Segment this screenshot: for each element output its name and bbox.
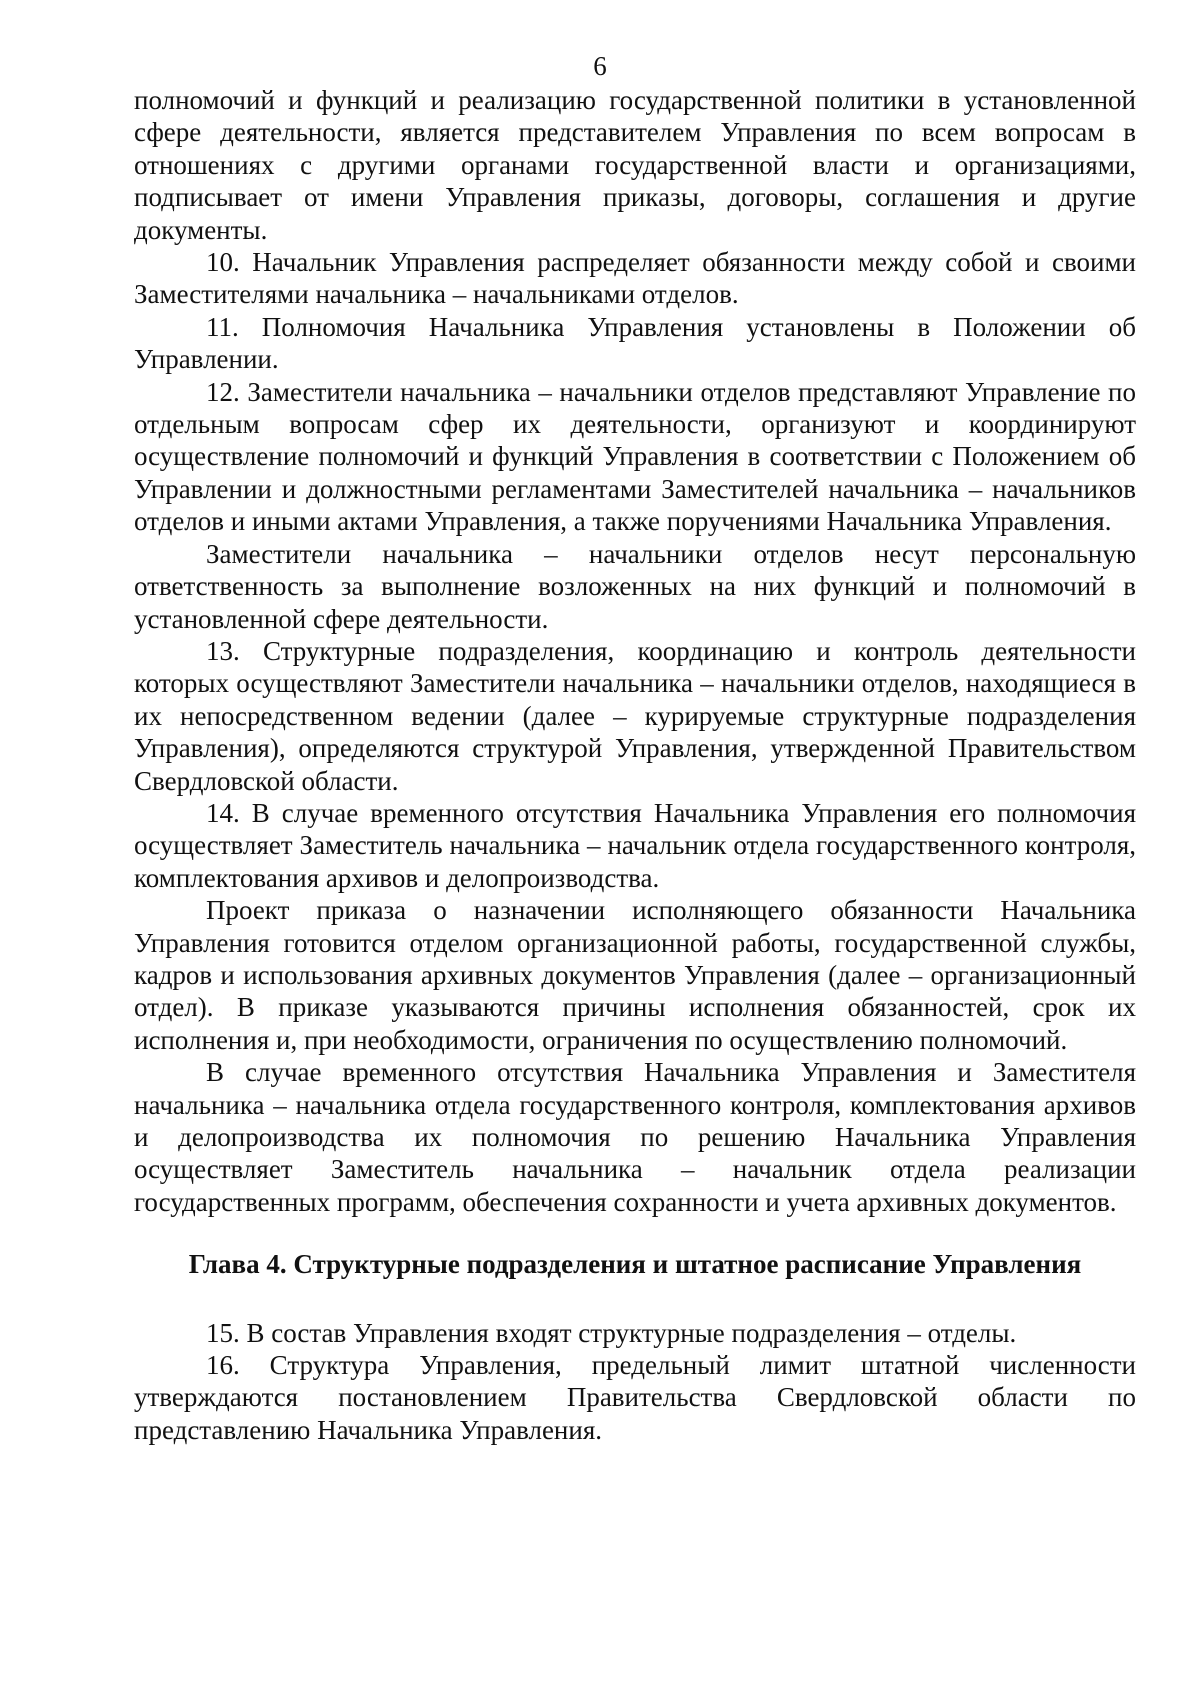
paragraph-15: 15. В состав Управления входят структурные подразделения – отделы.: [206, 1317, 1017, 1348]
paragraph-continuation: полномочий и функций и реализацию государственной политики в установленной сфере деятельности, является представителем Управления по всем вопросам в отношениях с другими органами государственной власти и организациями, подписывает от имени Управления приказы, договоры, соглашения и другие документы.: [134, 85, 1136, 245]
paragraph-16: 16. Структура Управления, предельный лимит штатной численности утверждаются постановлением Правительства Свердловской области по представлению Начальника Управления.: [134, 1350, 1136, 1445]
paragraph-13: 13. Структурные подразделения, координацию и контроль деятельности которых осуществляют Заместители начальника – начальники отделов, находящиеся в их непосредственном ведении (далее – курируемые структурные подразделения Управления), определяются структурой Управления, утвержденной Правительством Свердловской области.: [134, 635, 1136, 796]
paragraph-14-substitute: В случае временного отсутствия Начальника Управления и Заместителя начальника – начальника отдела государственного контроля, комплектования архивов и делопроизводства их полномочия по решению Начальника Управления осуществляет Заместитель начальника – начальник отдела реализации государственных программ, обеспечения сохранности и учета архивных документов.: [134, 1057, 1136, 1217]
chapter-heading: Глава 4. Структурные подразделения и штатное расписание Управления: [188, 1249, 1082, 1280]
paragraph-14: 14. В случае временного отсутствия Начальника Управления его полномочия осуществляет Заместитель начальника – начальник отдела государственного контроля, комплектования архивов и делопроизводства.: [134, 797, 1136, 893]
paragraph-10: 10. Начальник Управления распределяет обязанности между собой и своими Заместителями начальника – начальниками отделов.: [134, 247, 1136, 310]
paragraph-12-responsibility: Заместители начальника – начальники отделов несут персональную ответственность за выполнение возложенных на них функций и полномочий в установленной сфере деятельности.: [134, 538, 1136, 634]
document-body: [134, 84, 1136, 1446]
paragraph-11: 11. Полномочия Начальника Управления установлены в Положении об Управлении.: [134, 311, 1136, 375]
paragraph-14-order-draft: Проект приказа о назначении исполняющего обязанности Начальника Управления готовится отделом организационной работы, государственной службы, кадров и использования архивных документов Управления (далее – организационный отдел). В приказе указываются причины исполнения обязанностей, срок их исполнения и, при необходимости, ограничения по осуществлению полномочий.: [134, 895, 1136, 1055]
page-number: 6: [593, 51, 607, 81]
paragraph-12: 12. Заместители начальника – начальники отделов представляют Управление по отдельным вопросам сфер их деятельности, организуют и координируют осуществление полномочий и функций Управления в соответствии с Положением об Управлении и должностными регламентами Заместителей начальника – начальников отделов и иными актами Управления, а также поручениями Начальника Управления.: [134, 376, 1136, 537]
